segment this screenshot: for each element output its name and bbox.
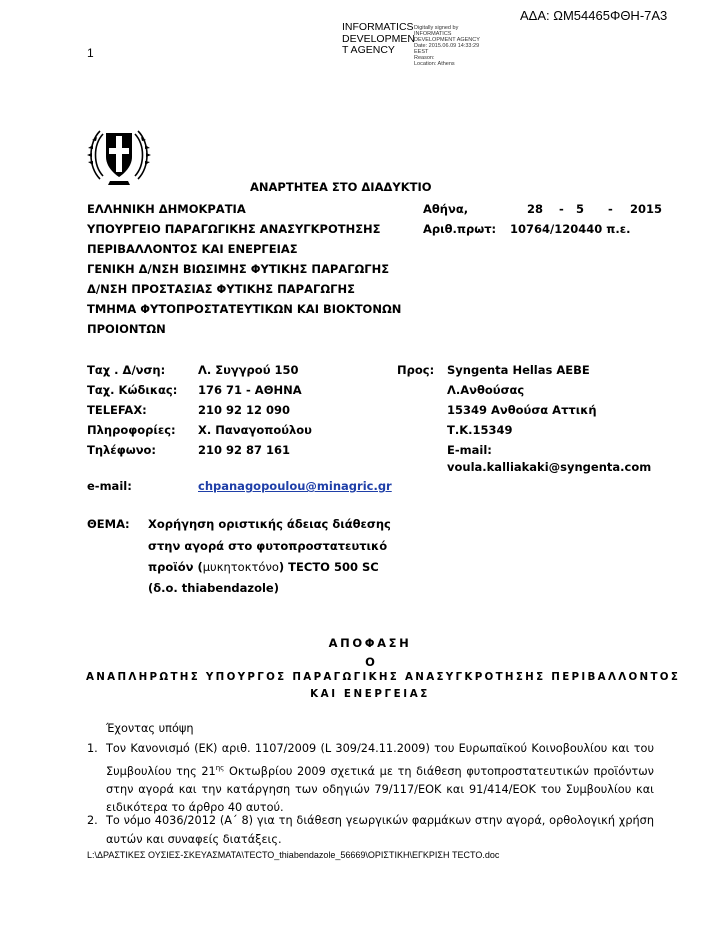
item-text: Οκτωβρίου 2009 σχετικά με τη διάθεση φυτοπροστατευτικών προϊόντων στην αγορά και την κατάργηση των οδηγιών 79/117/ΕΟΚ και 91/414/ΕΟΚ του Συμβουλίου και ειδικότερα το άρθρο 40 αυτού. (106, 764, 654, 815)
subject-label: ΘΕΜΑ: (87, 517, 130, 531)
recipient-line: Τ.Κ.15349 (447, 423, 513, 437)
subject-fragment: προϊόν ( (148, 560, 203, 574)
recipient-line: E-mail: (447, 443, 492, 457)
issuer-line: ΤΜΗΜΑ ΦΥΤΟΠΡΟΣΤΑΤΕΥΤΙΚΩΝ ΚΑΙ ΒΙΟΚΤΟΝΩΝ (87, 302, 402, 316)
sig-line: EEST (414, 49, 429, 55)
recipient-label: Προς: (397, 363, 435, 377)
coat-of-arms-emblem (86, 121, 152, 189)
sig-line: INFORMATICS (414, 31, 452, 37)
considering-heading: Έχοντας υπόψη (106, 722, 194, 735)
subject-fragment: ) ΤΕCTO 500 SC (278, 560, 379, 574)
contact-label: TELEFAX: (87, 403, 147, 417)
issuer-line: ΕΛΛΗΝΙΚΗ ΔΗΜΟΚΡΑΤΙΑ (87, 202, 246, 216)
contact-label: Τηλέφωνο: (87, 443, 157, 457)
date-year: 2015 (630, 202, 663, 216)
list-item: Το νόμο 4036/2012 (Α΄ 8) για τη διάθεση γεωργικών φαρμάκων στην αγορά, ορθολογική χρήση αυτών και συναφείς διατάξεις. (106, 814, 654, 846)
decision-line: ΚΑΙ ΕΝΕΡΓΕΙΑΣ (310, 688, 430, 700)
date-separator: - (559, 202, 564, 216)
recipient-line: Λ.Ανθούσας (447, 383, 525, 397)
contact-value: 176 71 - ΑΘΗΝΑ (198, 383, 302, 397)
signer-line: T AGENCY (342, 44, 395, 56)
recipient-line: 15349 Ανθούσα Αττική (447, 403, 597, 417)
contact-label: Πληροφορίες: (87, 423, 176, 437)
sig-line: Reason: (414, 55, 435, 61)
issuer-line: ΥΠΟΥΡΓΕΙΟ ΠΑΡΑΓΩΓΙΚΗΣ ΑΝΑΣΥΓΚΡΟΤΗΣΗΣ (87, 222, 381, 236)
subject-line (148, 560, 379, 574)
contact-value: 210 92 87 161 (198, 443, 291, 457)
contact-value: 210 92 12 090 (198, 403, 291, 417)
subject-line: Χορήγηση οριστικής άδειας διάθεσης (148, 517, 391, 531)
contact-value: Λ. Συγγρού 150 (198, 363, 299, 377)
decision-line: ΑΝΑΠΛΗΡΩΤΗΣ ΥΠΟΥΡΓΟΣ ΠΑΡΑΓΩΓΙΚΗΣ ΑΝΑΣΥΓΚΡΟΤΗΣΗΣ ΠΕΡΙΒΑΛΛΟΝΤΟΣ (86, 671, 681, 683)
decision-article: Ο (365, 655, 375, 669)
issuer-line: ΠΡΟΙΟΝΤΩΝ (87, 322, 166, 336)
date-day: 28 (527, 202, 544, 216)
protocol-label: Αριθ.πρωτ: (423, 222, 497, 236)
date-place: Αθήνα, (423, 202, 469, 216)
footer-file-path: L:\ΔΡΑΣΤΙΚΕΣ ΟΥΣΙΕΣ-ΣΚΕΥΑΣΜΑΤΑ\TECTO_thiabendazole_56669\ΟΡΙΣΤΙΚΗ\ΕΓΚΡΙΣΗ TECTO.doc (87, 850, 500, 860)
list-item (106, 740, 654, 818)
sig-line: Date: 2015.06.09 14:33:29 (414, 43, 480, 49)
issuer-line: Δ/ΝΣΗ ΠΡΟΣΤΑΣΙΑΣ ΦΥΤΙΚΗΣ ΠΑΡΑΓΩΓΗΣ (87, 282, 355, 296)
contact-value: Χ. Παναγοπούλου (198, 423, 312, 437)
subject-line: (δ.ο. thiabendazole) (148, 581, 279, 595)
issuer-line: ΓΕΝΙΚΗ Δ/ΝΣΗ ΒΙΩΣΙΜΗΣ ΦΥΤΙΚΗΣ ΠΑΡΑΓΩΓΗΣ (87, 262, 390, 276)
item-text: Τον Κανονισμό (ΕΚ) αριθ. 1107/2009 (L 309/24.11.2009) του Ευρωπαϊκού Κοινοβουλίου και του Συμβουλίου της 21 (106, 742, 654, 778)
ada-code: ΑΔΑ: ΩΜ54465ΦΘΗ-7Α3 (520, 8, 668, 23)
sig-line: DEVELOPMENT AGENCY (414, 37, 480, 43)
signature-details (414, 25, 480, 67)
item-number: 1. (87, 742, 98, 755)
recipient-line: voula.kalliakaki@syngenta.com (447, 460, 652, 474)
email-label: e-mail: (87, 479, 132, 493)
sig-line: Location: Athens (414, 61, 455, 67)
sig-line: Digitally signed by (414, 25, 459, 31)
decision-title: ΑΠΟΦΑΣΗ (328, 636, 412, 650)
page-number: 1 (87, 46, 94, 60)
issuer-line: ΠΕΡΙΒΑΛΛΟΝΤΟΣ ΚΑΙ ΕΝΕΡΓΕΙΑΣ (87, 242, 298, 256)
recipient-line: Syngenta Hellas AEBE (447, 363, 590, 377)
contact-label: Ταχ . Δ/νση: (87, 363, 166, 377)
posting-title: ΑΝΑΡΤΗΤΕΑ ΣΤΟ ΔΙΑΔΥΚΤΙΟ (250, 180, 432, 194)
date-separator: - (608, 202, 613, 216)
item-superscript: ης (215, 763, 225, 772)
signer-name (342, 22, 415, 57)
date-month: 5 (576, 202, 585, 216)
subject-fragment: μυκητοκτόνο (202, 560, 279, 574)
contact-label: Ταχ. Κώδικας: (87, 383, 178, 397)
signer-line: DEVELOPMEN (342, 32, 415, 45)
email-link[interactable]: chpanagopoulou@minagric.gr (198, 479, 392, 493)
subject-line: στην αγορά στο φυτοπροστατευτικό (148, 539, 388, 553)
item-number: 2. (87, 814, 98, 827)
signer-line: INFORMATICS (342, 21, 414, 33)
protocol-value: 10764/120440 π.ε. (510, 222, 631, 236)
